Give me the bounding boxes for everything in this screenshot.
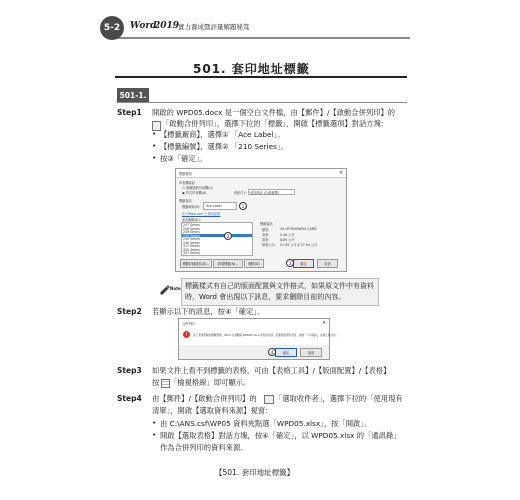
page-size-value: 21.59 公分 X 27.94 公分 <box>280 243 318 247</box>
height-label: 高度: <box>262 233 270 237</box>
product-item[interactable]: 317 Series <box>183 244 200 248</box>
step2-text: 若顯示以下的訊息，按④「確定」。 <box>152 307 265 316</box>
step3-label: Step3 <box>117 366 142 375</box>
step3-line1: 如果文件上看不到標籤的表格，可由【表格工具】/【版面配置】/【表格】 <box>152 366 391 375</box>
page-printer-radio[interactable]: ◉ 頁式印表機(A) <box>182 191 207 195</box>
bullet-dot: • <box>152 141 157 150</box>
delete-button[interactable]: 刪除(D) <box>244 259 264 268</box>
title-rule <box>115 76 407 78</box>
type-value: 30-UP BUSINESS CARD <box>280 227 317 231</box>
step3-line2-prefix: 按 <box>152 378 160 387</box>
product-item[interactable]: 207 Series <box>183 223 200 227</box>
dialog-title: 標籤選項 <box>179 172 192 176</box>
marker-3: 3 <box>286 259 294 267</box>
warning-icon: ! <box>183 331 190 338</box>
header-brand: Word <box>130 21 157 31</box>
dialog2-title: 合併列印 <box>182 322 195 326</box>
type-label: 類型: <box>262 228 270 232</box>
close-icon[interactable]: × <box>339 170 344 176</box>
dialog-titlebar <box>176 169 346 178</box>
step1-label: Step1 <box>117 108 142 117</box>
chapter-title: 501. 套印地址標籤 <box>193 62 310 76</box>
step1-bullet: 按③「確定」。 <box>160 154 207 163</box>
marker-4: 4 <box>268 348 276 356</box>
header-subtitle: 實力養成暨評量解題秘笈 <box>178 23 250 31</box>
details-button[interactable]: 標籤詳細資料(D)... <box>180 259 212 268</box>
close-icon[interactable]: × <box>322 320 327 326</box>
label-info-heading: 標籤資訊 <box>179 199 192 203</box>
note-line1: 標籤樣式有自己的版面配置與文件格式，如果原文件中有資料 <box>185 282 374 290</box>
grid-icon <box>161 379 170 388</box>
bullet-dot: • <box>152 430 157 439</box>
section-rule <box>117 102 407 103</box>
marker-1: 1 <box>239 202 247 210</box>
merge-confirm-dialog <box>178 318 339 360</box>
product-item-selected[interactable]: 210 Series <box>183 233 200 238</box>
bullet-dot: • <box>152 129 157 138</box>
product-item[interactable]: 357 Series <box>183 251 200 255</box>
bullet-dot: • <box>152 418 157 427</box>
printer-info-heading: 印表機資訊 <box>179 181 195 185</box>
step3-line2: 「檢視格線」即可顯示。 <box>170 378 251 387</box>
width-label: 寬度: <box>262 238 270 242</box>
product-number-label: 產品編號(U): <box>182 218 201 222</box>
ok-button[interactable]: 確定 <box>293 259 314 268</box>
marker-2: 2 <box>224 232 232 240</box>
height-value: 5.08 公分 <box>280 233 295 237</box>
tray-label: 紙匣(T): <box>234 191 246 195</box>
page-number-badge: 5-2 <box>100 16 124 40</box>
step4-bullet-cont: 作為合併列印的資料來源。 <box>160 443 248 452</box>
recipients-icon <box>264 395 274 404</box>
note-line2: 時，Word 會出現以下訊息，要求刪除目前的內容。 <box>185 293 346 301</box>
step4-label: Step4 <box>117 394 142 403</box>
cancel-button[interactable]: 取消 <box>300 348 322 357</box>
continuous-radio[interactable]: ○ 連續進紙印表機(C) <box>182 186 213 190</box>
bullet-dot: • <box>152 153 157 162</box>
step4-bullet: 開啟【選取表格】對話方塊，按④「確定」，以 WPD05.xlsx 的「通訊錄」 <box>160 431 401 440</box>
product-item[interactable]: 240 Series <box>183 240 200 245</box>
note-box <box>181 278 379 306</box>
step4-line1b: 「選取收件者」，選擇下拉的「使用現有 <box>275 394 403 403</box>
note-icon-text: Note <box>170 286 181 291</box>
vendor-select[interactable]: Ace Label <box>203 202 237 210</box>
section-badge: 501-1. <box>117 88 149 102</box>
product-item[interactable]: 208 Series <box>183 226 200 231</box>
tray-select[interactable]: 預設紙匣 (自動選擇) <box>248 189 295 195</box>
step1-line1: 開啟的 WPD05.docx 是一個空白文件檔，由【郵件】/【啟動合併列印】的 <box>152 108 396 117</box>
page-size-label: 紙張大小: <box>262 243 276 247</box>
step4-line2: 清單」，開啟【選取資料來源】視窗： <box>152 406 273 415</box>
new-label-button[interactable]: 新增標籤(N)... <box>213 259 243 268</box>
find-updates-link[interactable]: 在 Office.com 上尋找更新 <box>182 212 221 216</box>
product-item[interactable]: 230 Series <box>183 237 200 241</box>
ok-button[interactable]: 確定 <box>275 348 297 357</box>
step4-bullet: 由 C:\ANS.csf\WP05 資料夾點選「WPD05.xlsx」，按「開啟」。 <box>160 419 372 428</box>
step1-bullet: 【標籤編號】，選擇② 「210 Series」。 <box>160 142 288 151</box>
step2-label: Step2 <box>117 307 142 316</box>
product-item[interactable]: 209 Series <box>183 230 200 234</box>
footer-text: 【501. 套印地址標籤】 <box>215 468 295 477</box>
product-item[interactable]: 345 Series <box>183 247 200 252</box>
step1-line2: 「啟動合併列印」，選擇下拉的「標籤」，開啟【標籤選項】對話方塊： <box>162 119 389 128</box>
cancel-button[interactable]: 取消 <box>317 259 338 268</box>
step1-bullet: 【標籤廠商】，選擇① 「Ace Label」。 <box>160 130 285 139</box>
vendor-label: 標籤廠商(V): <box>182 205 201 209</box>
product-list[interactable] <box>181 222 253 256</box>
header-rule <box>112 37 410 39</box>
dialog2-message: 為了套用選取的標籤選項，Word 必須刪除 WPD05.docx 原有的內容。若要保留現有內容，請按一下 [取消]，並建立新文件。 <box>193 334 339 337</box>
width-value: 8.89 公分 <box>280 238 295 242</box>
step4-line1a: 由【郵件】/【啟動合併列印】的 <box>152 394 257 403</box>
note-icon <box>158 281 180 293</box>
header-year: 2019 <box>154 21 180 31</box>
label-options-dialog <box>175 168 347 272</box>
label-detail-heading: 標籤資訊 <box>260 222 273 226</box>
